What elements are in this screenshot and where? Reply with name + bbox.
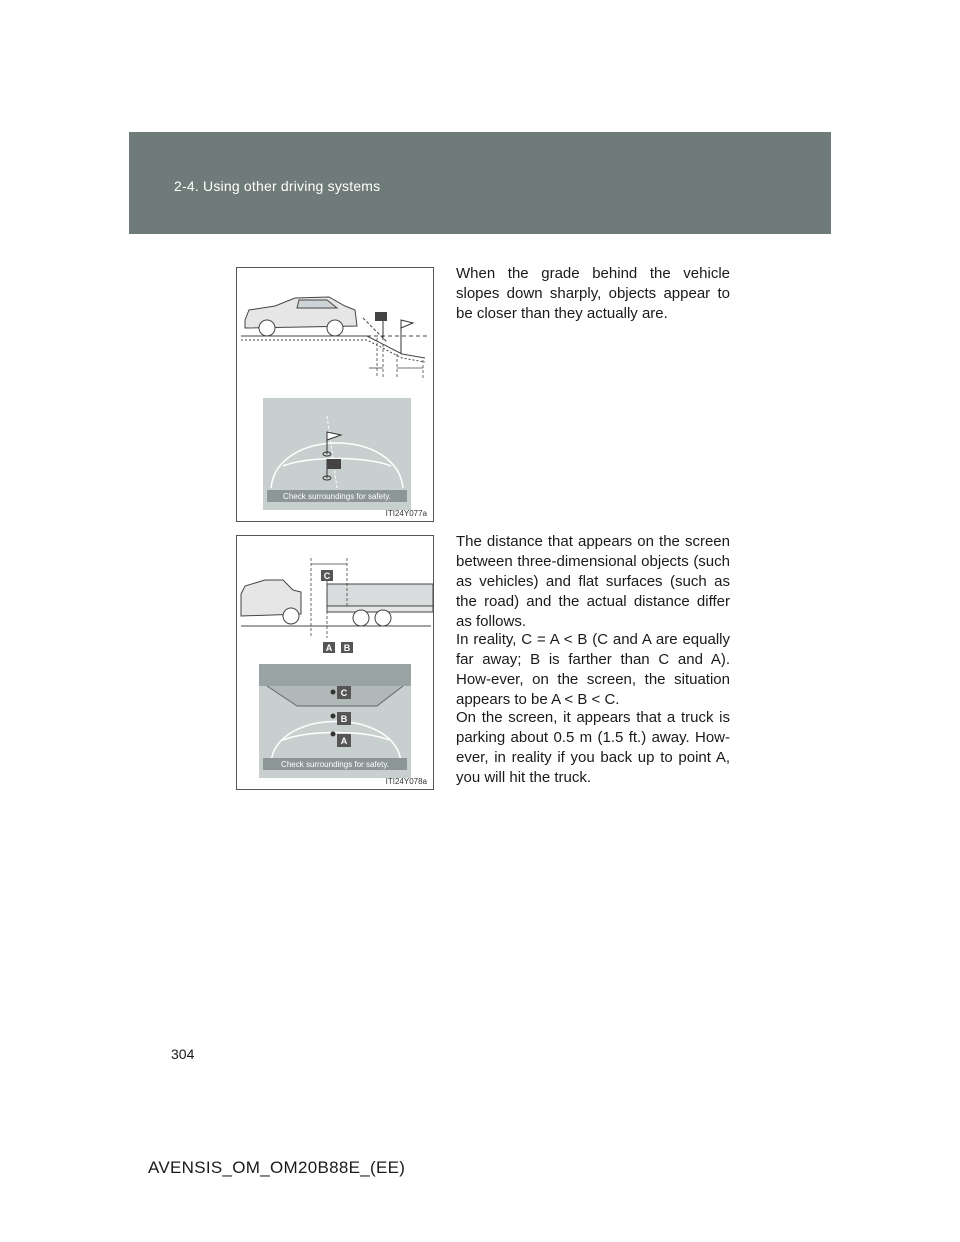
paragraph-slope: When the grade behind the vehicle slopes down sharply, objects appear to be closer than they actually are. xyxy=(456,265,730,322)
section-title: 2-4. Using other driving systems xyxy=(174,178,381,194)
screen-label-c: C xyxy=(340,688,348,698)
camera-screen xyxy=(259,664,411,778)
flag-icon xyxy=(375,312,413,354)
car-side-icon xyxy=(245,297,357,336)
truck-diagram xyxy=(237,536,433,789)
slope-diagram xyxy=(237,268,433,521)
screen-label-b: B xyxy=(340,714,348,724)
figure-code: ITI24Y077a xyxy=(385,509,427,518)
label-a-marker xyxy=(323,642,335,653)
screen-message: Check surroundings for safety. xyxy=(281,760,389,769)
screen-message: Check surroundings for safety. xyxy=(283,492,391,501)
section-header xyxy=(129,132,831,234)
document-id: AVENSIS_OM_OM20B88E_(EE) xyxy=(148,1158,406,1177)
page-number: 304 xyxy=(171,1046,195,1062)
figure-truck-illustration xyxy=(236,535,434,790)
camera-screen xyxy=(263,398,411,510)
svg-text:B: B xyxy=(343,643,351,653)
svg-text:C: C xyxy=(323,571,331,581)
svg-text:A: A xyxy=(325,643,333,653)
paragraph-distance: The distance that appears on the screen between three-dimensional objects (such as vehicles) and flat surfaces (such as the road) and the actual distance differ as follows. xyxy=(456,533,730,630)
car-side-icon xyxy=(241,580,301,624)
paragraph-reality: In reality, C = A < B (C and A are equally far away; B is farther than C and A). How-ever, on the screen, the situation appears to be A < B < C. xyxy=(456,631,730,708)
paragraph-truck: On the screen, it appears that a truck is parking about 0.5 m (1.5 ft.) away. How-ever, in reality if you back up to point A, you will hit the truck. xyxy=(456,709,730,786)
figure-code: ITI24Y078a xyxy=(385,777,427,786)
label-b-marker xyxy=(341,642,353,653)
figure-slope-illustration xyxy=(236,267,434,522)
screen-label-a: A xyxy=(340,736,348,746)
truck-icon xyxy=(327,584,433,626)
label-c-marker xyxy=(321,570,333,581)
dimension-lines xyxy=(377,338,423,378)
